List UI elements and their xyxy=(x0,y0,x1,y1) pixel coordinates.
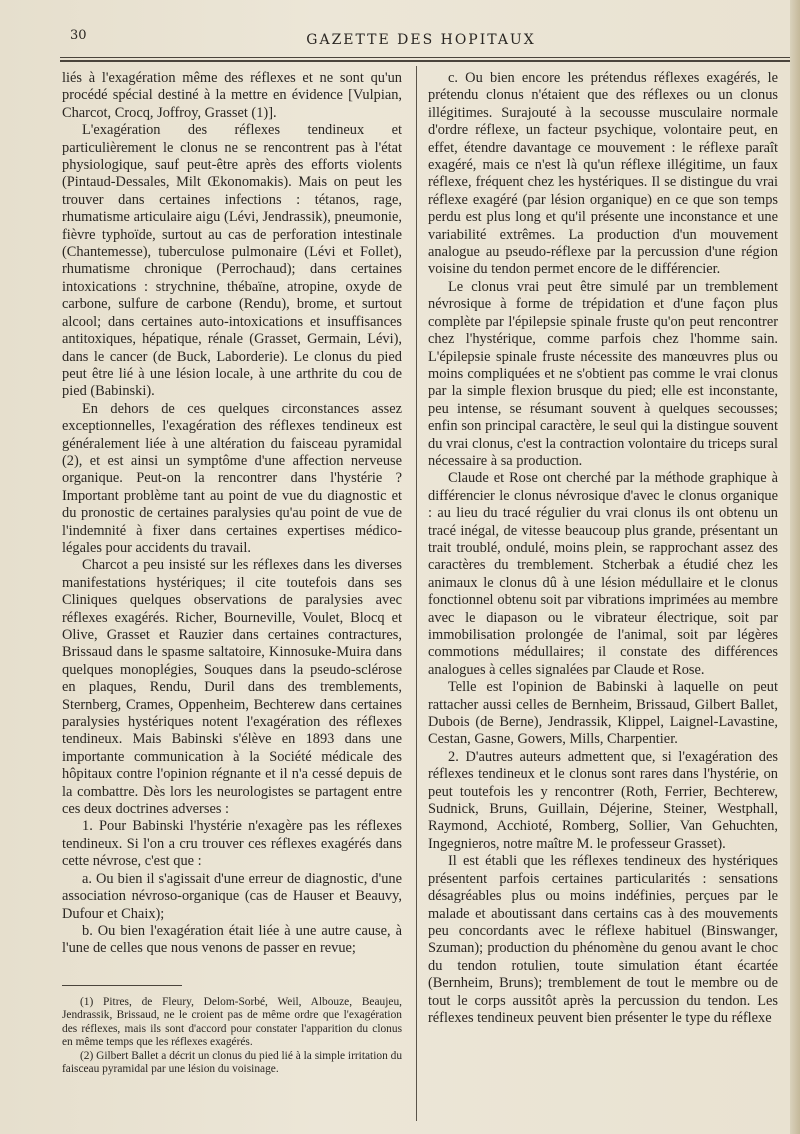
page-edge-shadow xyxy=(790,0,800,1134)
footnotes xyxy=(62,996,402,1076)
header-rule-thick xyxy=(60,60,790,62)
paragraph: En dehors de ces quelques circonstances assez exceptionnelles, l'exagération des réflexes tendineux est généralement liée à une altération du faisceau pyramidal (2), et est ainsi un symptôme d'une affection nerveuse organique. Peut-on la rencontrer dans l'hystérie ? Important problème tant au point de vue du diagnostic et du pronostic de certaines paralysies qu'au point de vue de l'indemnité à fixer dans certaines expertises médico-légales pour accidents du travail. xyxy=(62,400,402,556)
page-header xyxy=(58,28,784,58)
paragraph: L'exagération des réflexes tendineux et particulièrement le clonus ne se rencontrent pas à l'état physiologique, sauf peut-être après des efforts violents (Pintaud-Dessales, Milt Œkonomakis). Mais on peut les trouver dans certaines infections : tétanos, rage, rhumatisme articulaire aigu (Lévi, Jendrassik), pneumonie, fièvre typhoïde, surtout au cas de perforation intestinale (Chantemesse), tuberculose pulmonaire (Lévi et Follet), rhumatisme chronique (Perrochaud); dans certaines intoxications : strychnine, thébaïne, atropine, oxyde de carbone, sulfure de carbone (Rendu), brome, et surtout alcool; dans certaines auto-intoxications et insuffisances antitoxiques, hépatique, rénale (Grasset, Germain, Lévi), dans le cancer (de Buck, Laborderie). Le clonus du pied peut être lié à une lésion locale, à une arthrite du cou de pied (Babinski). xyxy=(62,122,402,400)
paragraph: Charcot a peu insisté sur les réflexes dans les diverses manifestations hystériques; il cite toutefois dans ses Cliniques quelques observations de paralysies avec réflexes exagérés. Richer, Bourneville, Voulet, Blocq et Olive, Grasset et Rauzier dans certaines contractures, Brissaud dans le spasme saltatoire, Kinnosuke-Muira dans quelques monoplégies, Souques dans la pseudo-sclérose en plaques, Rendu, Duril dans des tremblements, Sternberg, Crames, Oppenheim, Bechterew dans certaines paralysies hystériques notent l'exagération des réflexes tendineux. Mais Babinski s'élève en 1893 dans une importante communication à la Société médicale des hôpitaux contre l'opinion régnante et il n'a cessé depuis de la combattre. Dès lors les neurologistes se partagent entre ces deux doctrines adverses : xyxy=(62,557,402,818)
left-column xyxy=(62,70,402,958)
footnote: (2) Gilbert Ballet a décrit un clonus du pied lié à la simple irritation du faisceau pyramidal par une lésion du voisinage. xyxy=(62,1049,403,1076)
footnote: (1) Pitres, de Fleury, Delom-Sorbé, Weil, Albouze, Beaujeu, Jendrassik, Brissaud, ne le croient pas de même ordre que l'exagération des réflexes, mais ils sont d'accord pour constater l'apparition du clonus en même temps que les réflexes exagérés. xyxy=(62,996,402,1049)
footnote-rule xyxy=(62,985,182,986)
column-divider xyxy=(416,66,417,1121)
paragraph: liés à l'exagération même des réflexes et ne sont qu'un procédé spécial destiné à la mettre en évidence [Vulpian, Charcot, Crocq, Joffroy, Grasset (1)]. xyxy=(62,70,402,121)
paragraph: Telle est l'opinion de Babinski à laquelle on peut rattacher aussi celles de Bernheim, Brissaud, Gilbert Ballet, Dubois (de Berne), Jendrassik, Klippel, Laignel-Lavastine, Cestan, Gasne, Gowers, Mills, Charpentier. xyxy=(428,679,778,748)
paragraph: b. Ou bien l'exagération était liée à une autre cause, à l'une de celles que nous venons de passer en revue; xyxy=(62,922,402,957)
page-number: 30 xyxy=(70,28,87,43)
right-column xyxy=(428,70,778,1027)
paragraph: Claude et Rose ont cherché par la méthode graphique à différencier le clonus névrosique d'avec le clonus organique : au lieu du tracé régulier du vrai clonus ils ont obtenu un tracé inégal, de vitesse beaucoup plus grande, présentant un trait troublé, ondulé, moins plein, se rapprochant assez des caractères du tremblement. Stcherbak a étudié chez les animaux le clonus dû à une lésion médullaire et le clonus fonctionnel obtenu soit par vibrations imprimées au membre avec le diapason ou le vibrateur électrique, soit par immobilisation prolongée de l'animal, soit par légères commotions médullaires; il constate des différences analogues à celles signalées par Claude et Rose. xyxy=(428,470,778,678)
paragraph: Il est établi que les réflexes tendineux des hystériques présentent parfois certaines particularités : sensations désagréables plus ou moins indéfinies, perçues par le malade et aboutissant dans certains cas à des mouvements peu concordants avec le réflexe habituel (Binswanger, Szuman); production du phénomène du genou avant le choc du tendon rotulien, toute simulation étant écartée (Bernheim, Bruns); tremblement de tout le membre ou de tout le corps aussitôt après la percussion du tendon. Les réflexes tendineux peuvent bien présenter le type du réflexe xyxy=(428,853,778,1026)
running-title: GAZETTE DES HOPITAUX xyxy=(306,32,536,48)
header-rule-thin xyxy=(60,57,790,58)
paragraph: Le clonus vrai peut être simulé par un tremblement névrosique à forme de trépidation et d'une façon plus complète par l'épilepsie spinale fruste qu'on peut rencontrer chez l'hystérique, comme parfois chez l'homme sain. L'épilepsie spinale fruste nécessite des manœuvres plus ou moins compliquées et ne s'obtient pas comme le vrai clonus par la simple flexion brusque du pied; elle est inconstante, peu intense, se résumant souvent à quelques secousses; enfin son principal caractère, le seul qui la distingue souvent du vrai clonus, c'est la contraction volontaire du triceps sural nécessaire à sa production. xyxy=(428,278,778,469)
paragraph: 2. D'autres auteurs admettent que, si l'exagération des réflexes tendineux et le clonus sont rares dans l'hystérie, on peut toutefois les y rencontrer (Roth, Ferrier, Bechterew, Sudnick, Bruns, Guillain, Déjerine, Steiner, Westphall, Raymond, Acchioté, Romberg, Sollier, Van Gehuchten, Ingegnieros, notre maître M. le professeur Grasset). xyxy=(428,748,778,852)
paragraph: a. Ou bien il s'agissait d'une erreur de diagnostic, d'une association névroso-organique (cas de Hauser et Beauvy, Dufour et Chaix); xyxy=(62,870,402,922)
paragraph: c. Ou bien encore les prétendus réflexes exagérés, le prétendu clonus n'étaient que des réflexes ou un clonus illégitimes. Surajouté à la secousse musculaire normale d'ordre réflexe, un facteur psychique, volontaire peut, en effet, étendre davantage ce mouvement : le réflexe paraît exagéré, mais ce n'est là qu'un réflexe illégitime, un faux réflexe, fréquent chez les hystériques. Il se distingue du vrai réflexe exagéré (par lésion organique) en ce que son temps perdu est plus long et qu'il présente une inconstance et une variabilité extrêmes. La production d'un mouvement analogue au pseudo-réflexe par la percussion d'une région voisine du tendon permet encore de le différencier. xyxy=(428,70,778,278)
paragraph: 1. Pour Babinski l'hystérie n'exagère pas les réflexes tendineux. Si l'on a cru trouver ces réflexes exagérés dans cette névrose, c'est que : xyxy=(62,818,402,870)
